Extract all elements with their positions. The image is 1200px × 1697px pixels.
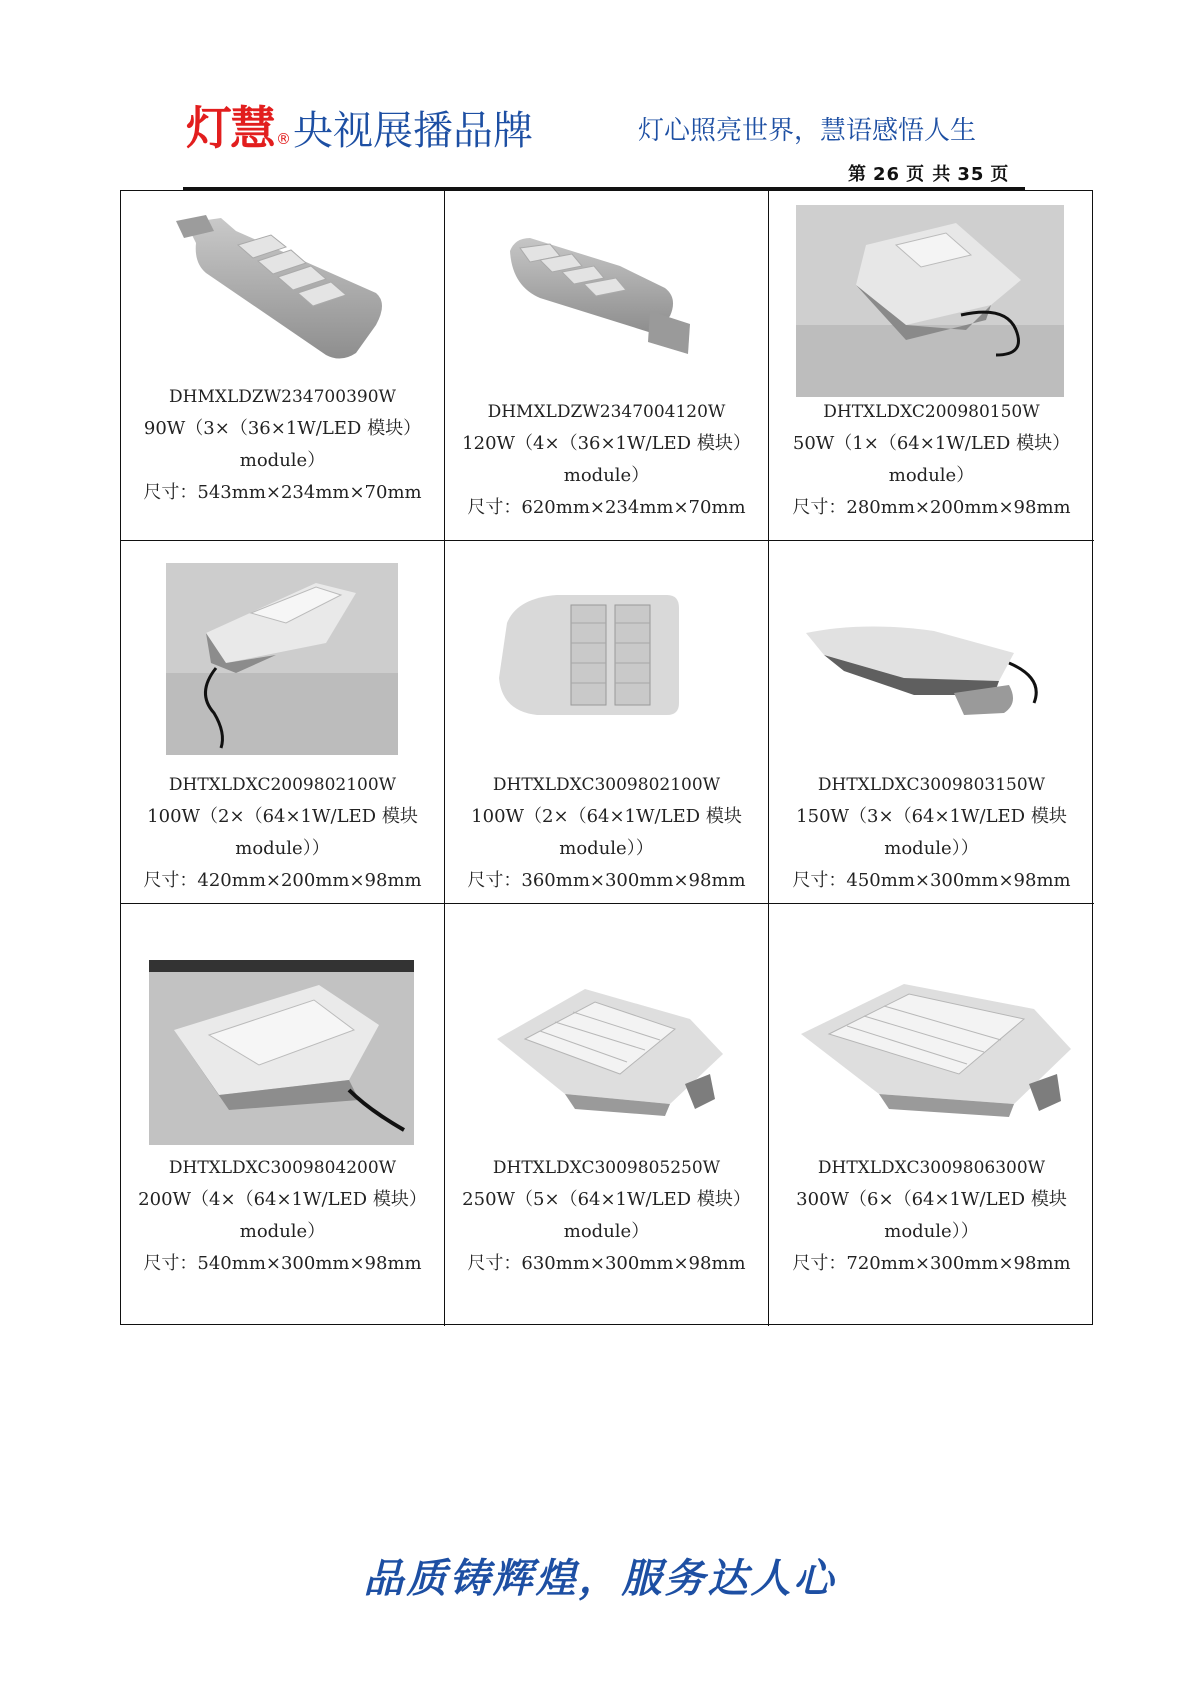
page-prefix: 第 — [848, 164, 867, 185]
page-current: 26 — [873, 164, 901, 185]
street-light-icon — [166, 563, 398, 755]
product-spec: 200W（4×（64×1W/LED 模块） — [138, 1189, 427, 1210]
product-spec-cont: module） — [563, 465, 650, 486]
product-info — [121, 1152, 444, 1280]
product-cell — [121, 191, 445, 541]
product-size: 尺寸：630mm×300mm×98mm — [467, 1253, 746, 1274]
product-size: 尺寸：620mm×234mm×70mm — [467, 497, 746, 518]
product-model: DHTXLDXC200980150W — [823, 402, 1040, 422]
product-model: DHTXLDXC3009804200W — [168, 1158, 397, 1178]
brand-tagline: 央视展播品牌 — [293, 108, 533, 154]
registered-mark: ® — [276, 130, 291, 148]
product-cell — [769, 191, 1094, 541]
product-spec-cont: module） — [239, 450, 326, 471]
product-model: DHTXLDXC3009803150W — [817, 775, 1046, 795]
product-photo — [500, 236, 710, 356]
product-info — [445, 769, 768, 897]
product-model: DHTXLDXC3009805250W — [492, 1158, 721, 1178]
header-slogan: 灯心照亮世界，慧语感悟人生 — [638, 116, 977, 146]
page-number — [845, 160, 1012, 186]
product-spec: 150W（3×（64×1W/LED 模块 — [796, 806, 1067, 827]
product-size: 尺寸：420mm×200mm×98mm — [143, 870, 422, 891]
product-model: DHTXLDXC3009802100W — [492, 775, 721, 795]
product-cell — [445, 904, 769, 1326]
product-spec-cont: module）） — [884, 838, 979, 859]
product-model: DHTXLDXC3009806300W — [817, 1158, 1046, 1178]
product-model: DHTXLDXC2009802100W — [168, 775, 397, 795]
street-light-icon — [500, 236, 710, 356]
product-size: 尺寸：543mm×234mm×70mm — [143, 482, 422, 503]
product-model: DHMXLDZW234700390W — [169, 387, 396, 407]
product-photo — [149, 960, 414, 1145]
product-photo — [796, 205, 1064, 397]
product-size: 尺寸：360mm×300mm×98mm — [467, 870, 746, 891]
product-spec-cont: module）） — [559, 838, 654, 859]
product-photo — [799, 979, 1074, 1124]
product-photo — [176, 213, 391, 363]
product-info — [445, 396, 768, 524]
product-spec-cont: module）） — [235, 838, 330, 859]
product-spec-cont: module） — [563, 1221, 650, 1242]
product-spec: 250W（5×（64×1W/LED 模块） — [462, 1189, 751, 1210]
footer-slogan: 品质铸辉煌，服务达人心 — [363, 1556, 837, 1602]
page-mid: 页 共 — [906, 164, 952, 185]
product-spec-cont: module） — [239, 1221, 326, 1242]
product-spec: 100W（2×（64×1W/LED 模块 — [471, 806, 742, 827]
product-info — [769, 769, 1094, 897]
product-info — [445, 1152, 768, 1280]
product-cell — [769, 904, 1094, 1326]
street-light-icon — [497, 593, 687, 719]
product-spec: 120W（4×（36×1W/LED 模块） — [462, 433, 751, 454]
product-spec-cont: module）） — [884, 1221, 979, 1242]
product-info — [769, 1152, 1094, 1280]
brand-logo: 灯慧 — [186, 101, 274, 155]
product-info — [121, 381, 444, 509]
product-spec: 50W（1×（64×1W/LED 模块） — [792, 433, 1071, 454]
product-model: DHMXLDZW2347004120W — [487, 402, 726, 422]
street-light-icon — [796, 205, 1064, 397]
product-spec: 90W（3×（36×1W/LED 模块） — [143, 418, 422, 439]
product-size: 尺寸：280mm×200mm×98mm — [792, 497, 1071, 518]
product-table — [120, 190, 1093, 1325]
product-size: 尺寸：720mm×300mm×98mm — [792, 1253, 1071, 1274]
product-cell — [445, 541, 769, 904]
product-info — [769, 396, 1094, 524]
street-light-icon — [799, 979, 1074, 1124]
page-suffix: 页 — [990, 164, 1010, 185]
product-spec: 100W（2×（64×1W/LED 模块 — [147, 806, 418, 827]
product-photo — [497, 593, 687, 719]
product-size: 尺寸：450mm×300mm×98mm — [792, 870, 1071, 891]
product-info — [121, 769, 444, 897]
product-photo — [804, 623, 1049, 733]
product-cell — [121, 541, 445, 904]
street-light-icon — [804, 623, 1049, 733]
page-header — [0, 0, 1200, 195]
brand — [186, 92, 533, 158]
street-light-icon — [176, 213, 391, 363]
product-spec-cont: module） — [888, 465, 975, 486]
product-spec: 300W（6×（64×1W/LED 模块 — [796, 1189, 1067, 1210]
street-light-icon — [149, 960, 414, 1145]
product-cell — [121, 904, 445, 1326]
product-cell — [445, 191, 769, 541]
page-total: 35 — [957, 164, 985, 185]
product-photo — [166, 563, 398, 755]
street-light-icon — [495, 984, 725, 1124]
product-photo — [495, 984, 725, 1124]
product-size: 尺寸：540mm×300mm×98mm — [143, 1253, 422, 1274]
product-cell — [769, 541, 1094, 904]
